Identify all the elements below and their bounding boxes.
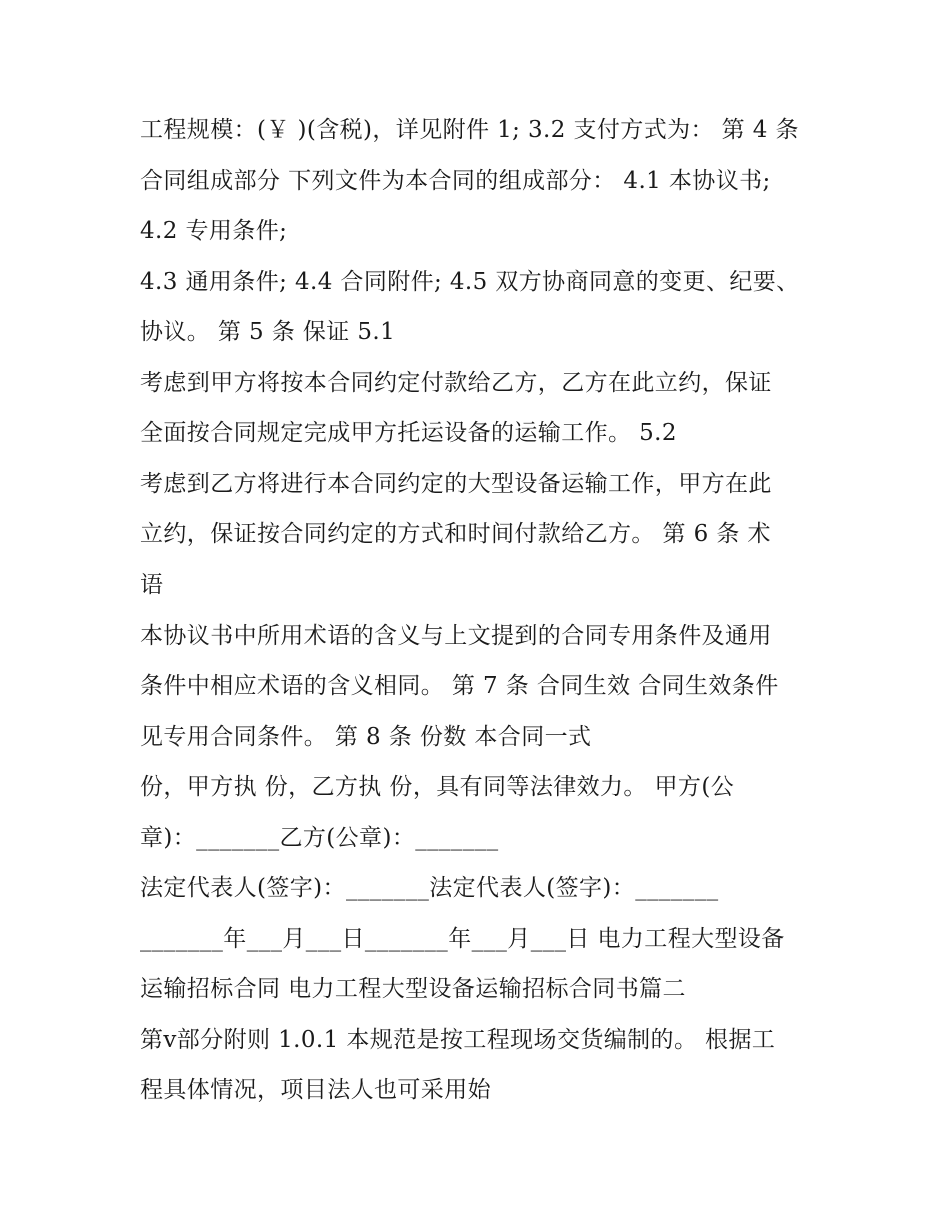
text-line: 第ⅴ部分附则 1.0.1 本规范是按工程现场交货编制的。 根据工 [140,1027,776,1053]
text-line: 立约，保证按合同约定的方式和时间付款给乙方。 第 6 条 术 [140,521,771,547]
text-line: 4.2 专用条件; [140,218,288,244]
text-line: 程具体情况，项目法人也可采用始 [140,1077,491,1103]
text-line: 本协议书中所用术语的含义与上文提到的合同专用条件及通用 [140,623,772,649]
text-line: 全面按合同规定完成甲方托运设备的运输工作。 5.2 [140,420,677,446]
text-line: 法定代表人(签字)：_______法定代表人(签字)：_______ [140,875,719,901]
text-line: 协议。 第 5 条 保证 5.1 [140,319,396,345]
text-line: 考虑到乙方将进行本合同约定的大型设备运输工作，甲方在此 [140,471,772,497]
text-line: 运输招标合同 电力工程大型设备运输招标合同书篇二 [140,976,686,1002]
text-line: 工程规模：(￥ )(含税)，详见附件 1; 3.2 支付方式为： 第 4 条 [140,117,799,143]
text-line: 份，甲方执 份，乙方执 份，具有同等法律效力。 甲方(公 [140,774,735,800]
text-line: 条件中相应术语的含义相同。 第 7 条 合同生效 合同生效条件 [140,673,779,699]
text-line: 合同组成部分 下列文件为本合同的组成部分： 4.1 本协议书; [140,168,771,194]
text-line: 考虑到甲方将按本合同约定付款给乙方，乙方在此立约，保证 [140,370,772,396]
text-line: 章)：_______乙方(公章)：_______ [140,825,499,851]
text-line: _______年___月___日_______年___月___日 电力工程大型设备 [140,926,785,952]
text-line: 语 [140,572,164,598]
text-line: 4.3 通用条件; 4.4 合同附件; 4.5 双方协商同意的变更、纪要、 [140,269,800,295]
text-line: 见专用合同条件。 第 8 条 份数 本合同一式 [140,724,592,750]
